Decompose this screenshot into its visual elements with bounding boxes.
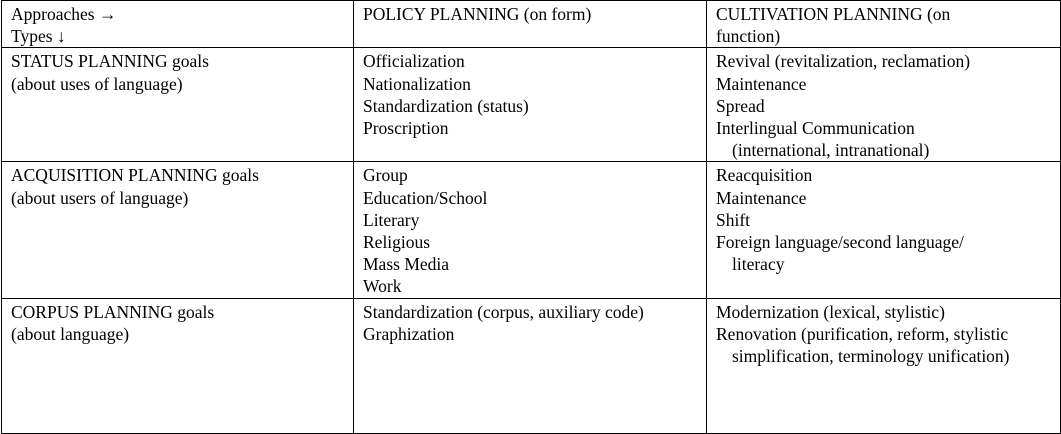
policy-item: Literary — [363, 209, 420, 230]
header-corner-cell — [2, 1, 354, 48]
header-policy-cell — [354, 1, 707, 48]
cultivation-item-continuation: (international, intranational) — [732, 140, 930, 161]
cultivation-item: Modernization (lexical, stylistic) — [716, 301, 945, 322]
header-policy-label: POLICY PLANNING (on form) — [363, 4, 592, 24]
policy-cell-acquisition — [354, 162, 707, 298]
cultivation-item: Reacquisition — [716, 165, 813, 186]
cultivation-item: Revival (revitalization, reclamation) — [716, 51, 971, 72]
language-planning-table — [1, 0, 1061, 434]
type-cell-corpus — [2, 298, 354, 433]
table-row-corpus — [2, 298, 1061, 433]
cultivation-item: Renovation (purification, reform, stylistic — [716, 323, 1009, 344]
table-row-status — [2, 48, 1061, 162]
cultivation-item: Shift — [716, 209, 751, 230]
type-title: ACQUISITION PLANNING goals — [11, 165, 259, 186]
type-subtitle: (about language) — [11, 323, 130, 344]
table-row-acquisition — [2, 162, 1061, 298]
cultivation-item-continuation: literacy — [732, 254, 785, 275]
cultivation-item-continuation: simplification, terminology unification) — [732, 346, 1010, 367]
policy-cell-corpus — [354, 298, 707, 433]
cultivation-item: Maintenance — [716, 73, 807, 94]
header-types-label: Types ↓ — [11, 26, 66, 47]
policy-item: Nationalization — [363, 73, 471, 94]
header-row — [2, 1, 1061, 48]
type-subtitle: (about uses of language) — [11, 73, 183, 94]
policy-item: Group — [363, 165, 408, 186]
policy-item: Religious — [363, 232, 431, 253]
policy-item: Education/School — [363, 187, 488, 208]
policy-item: Standardization (corpus, auxiliary code) — [363, 301, 644, 322]
cultivation-item: Interlingual Communication — [716, 118, 915, 139]
type-subtitle: (about users of language) — [11, 187, 189, 208]
type-title: CORPUS PLANNING goals — [11, 301, 215, 322]
type-cell-status — [2, 48, 354, 162]
header-cultivation-label-line1: CULTIVATION PLANNING (on — [716, 4, 951, 24]
policy-item: Standardization (status) — [363, 95, 529, 116]
policy-item: Graphization — [363, 323, 455, 344]
cultivation-item: Maintenance — [716, 187, 807, 208]
policy-cell-status — [354, 48, 707, 162]
cultivation-cell-status — [707, 48, 1061, 162]
header-cultivation-cell — [707, 1, 1061, 48]
policy-item: Work — [363, 276, 402, 297]
cultivation-cell-acquisition — [707, 162, 1061, 298]
cultivation-item: Foreign language/second language/ — [716, 232, 964, 253]
cultivation-cell-corpus — [707, 298, 1061, 433]
type-cell-acquisition — [2, 162, 354, 298]
policy-item: Proscription — [363, 118, 449, 139]
header-approaches-label: Approaches → — [11, 4, 117, 24]
type-title: STATUS PLANNING goals — [11, 51, 209, 72]
header-cultivation-label-line2: function) — [716, 26, 781, 47]
cultivation-item: Spread — [716, 95, 765, 116]
policy-item: Officialization — [363, 51, 465, 72]
policy-item: Mass Media — [363, 254, 450, 275]
